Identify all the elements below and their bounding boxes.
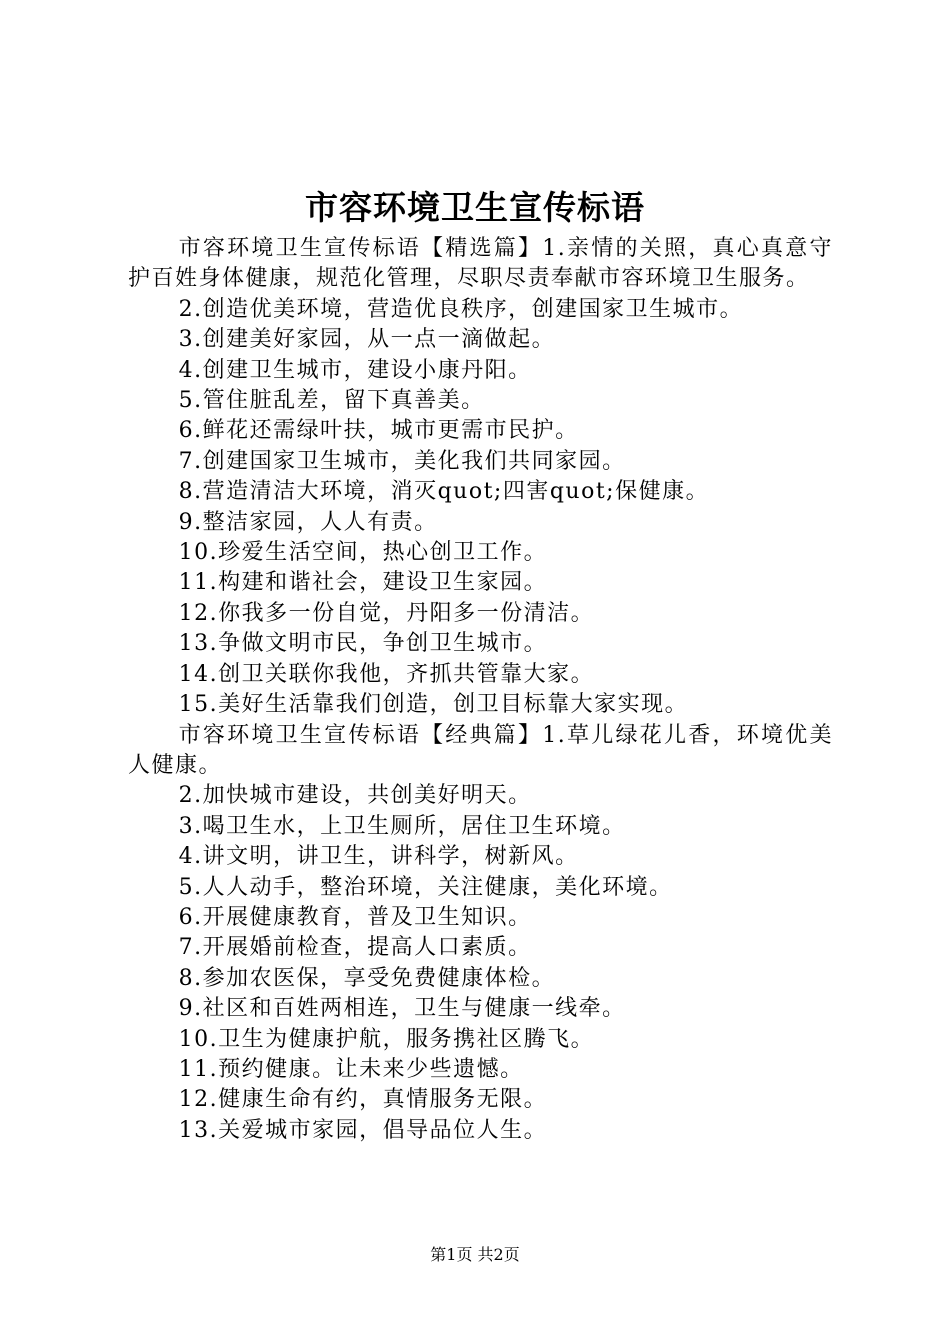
document-body	[128, 234, 833, 1146]
paragraph: 5.管住脏乱差，留下真善美。	[178, 388, 485, 414]
paragraph: 13.争做文明市民，争创卫生城市。	[178, 631, 548, 657]
paragraph: 6.开展健康教育，普及卫生知识。	[178, 904, 532, 930]
paragraph: 8.参加农医保，享受免费健康体检。	[178, 965, 556, 991]
paragraph: 3.喝卫生水，上卫生厕所，居住卫生环境。	[178, 813, 626, 839]
paragraph: 6.鲜花还需绿叶扶，城市更需市民护。	[178, 418, 579, 444]
page-title: 市容环境卫生宣传标语	[305, 188, 645, 227]
paragraph: 市容环境卫生宣传标语【精选篇】1.亲情的关照，真心真意守护百姓身体健康，规范化管理，尽职尽责奉献市容环境卫生服务。	[128, 236, 833, 292]
paragraph: 13.关爱城市家园，倡导品位人生。	[178, 1117, 548, 1143]
paragraph: 9.整洁家园，人人有责。	[178, 509, 438, 535]
paragraph: 4.创建卫生城市，建设小康丹阳。	[178, 357, 532, 383]
paragraph: 3.创建美好家园，从一点一滴做起。	[178, 327, 556, 353]
paragraph: 4.讲文明，讲卫生，讲科学，树新风。	[178, 844, 579, 870]
paragraph: 10.珍爱生活空间，热心创卫工作。	[178, 540, 548, 566]
paragraph: 9.社区和百姓两相连，卫生与健康一线牵。	[178, 996, 626, 1022]
page-footer: 第1页 共2页	[430, 1245, 520, 1264]
paragraph: 11.预约健康。让未来少些遗憾。	[178, 1056, 524, 1082]
paragraph: 12.你我多一份自觉，丹阳多一份清洁。	[178, 600, 595, 626]
paragraph: 2.创造优美环境，营造优良秩序，创建国家卫生城市。	[178, 296, 744, 322]
paragraph: 7.创建国家卫生城市，美化我们共同家园。	[178, 448, 626, 474]
paragraph: 市容环境卫生宣传标语【经典篇】1.草儿绿花儿香，环境优美人健康。	[128, 722, 833, 778]
paragraph: 7.开展婚前检查，提高人口素质。	[178, 935, 532, 961]
paragraph: 8.营造清洁大环境，消灭quot;四害quot;保健康。	[178, 479, 710, 505]
paragraph: 10.卫生为健康护航，服务携社区腾飞。	[178, 1026, 595, 1052]
paragraph: 2.加快城市建设，共创美好明天。	[178, 783, 532, 809]
paragraph: 12.健康生命有约，真情服务无限。	[178, 1087, 548, 1113]
paragraph: 14.创卫关联你我他，齐抓共管靠大家。	[178, 661, 595, 687]
paragraph: 5.人人动手，整治环境，关注健康，美化环境。	[178, 874, 673, 900]
paragraph: 15.美好生活靠我们创造，创卫目标靠大家实现。	[178, 692, 689, 718]
paragraph: 11.构建和谐社会，建设卫生家园。	[178, 570, 548, 596]
